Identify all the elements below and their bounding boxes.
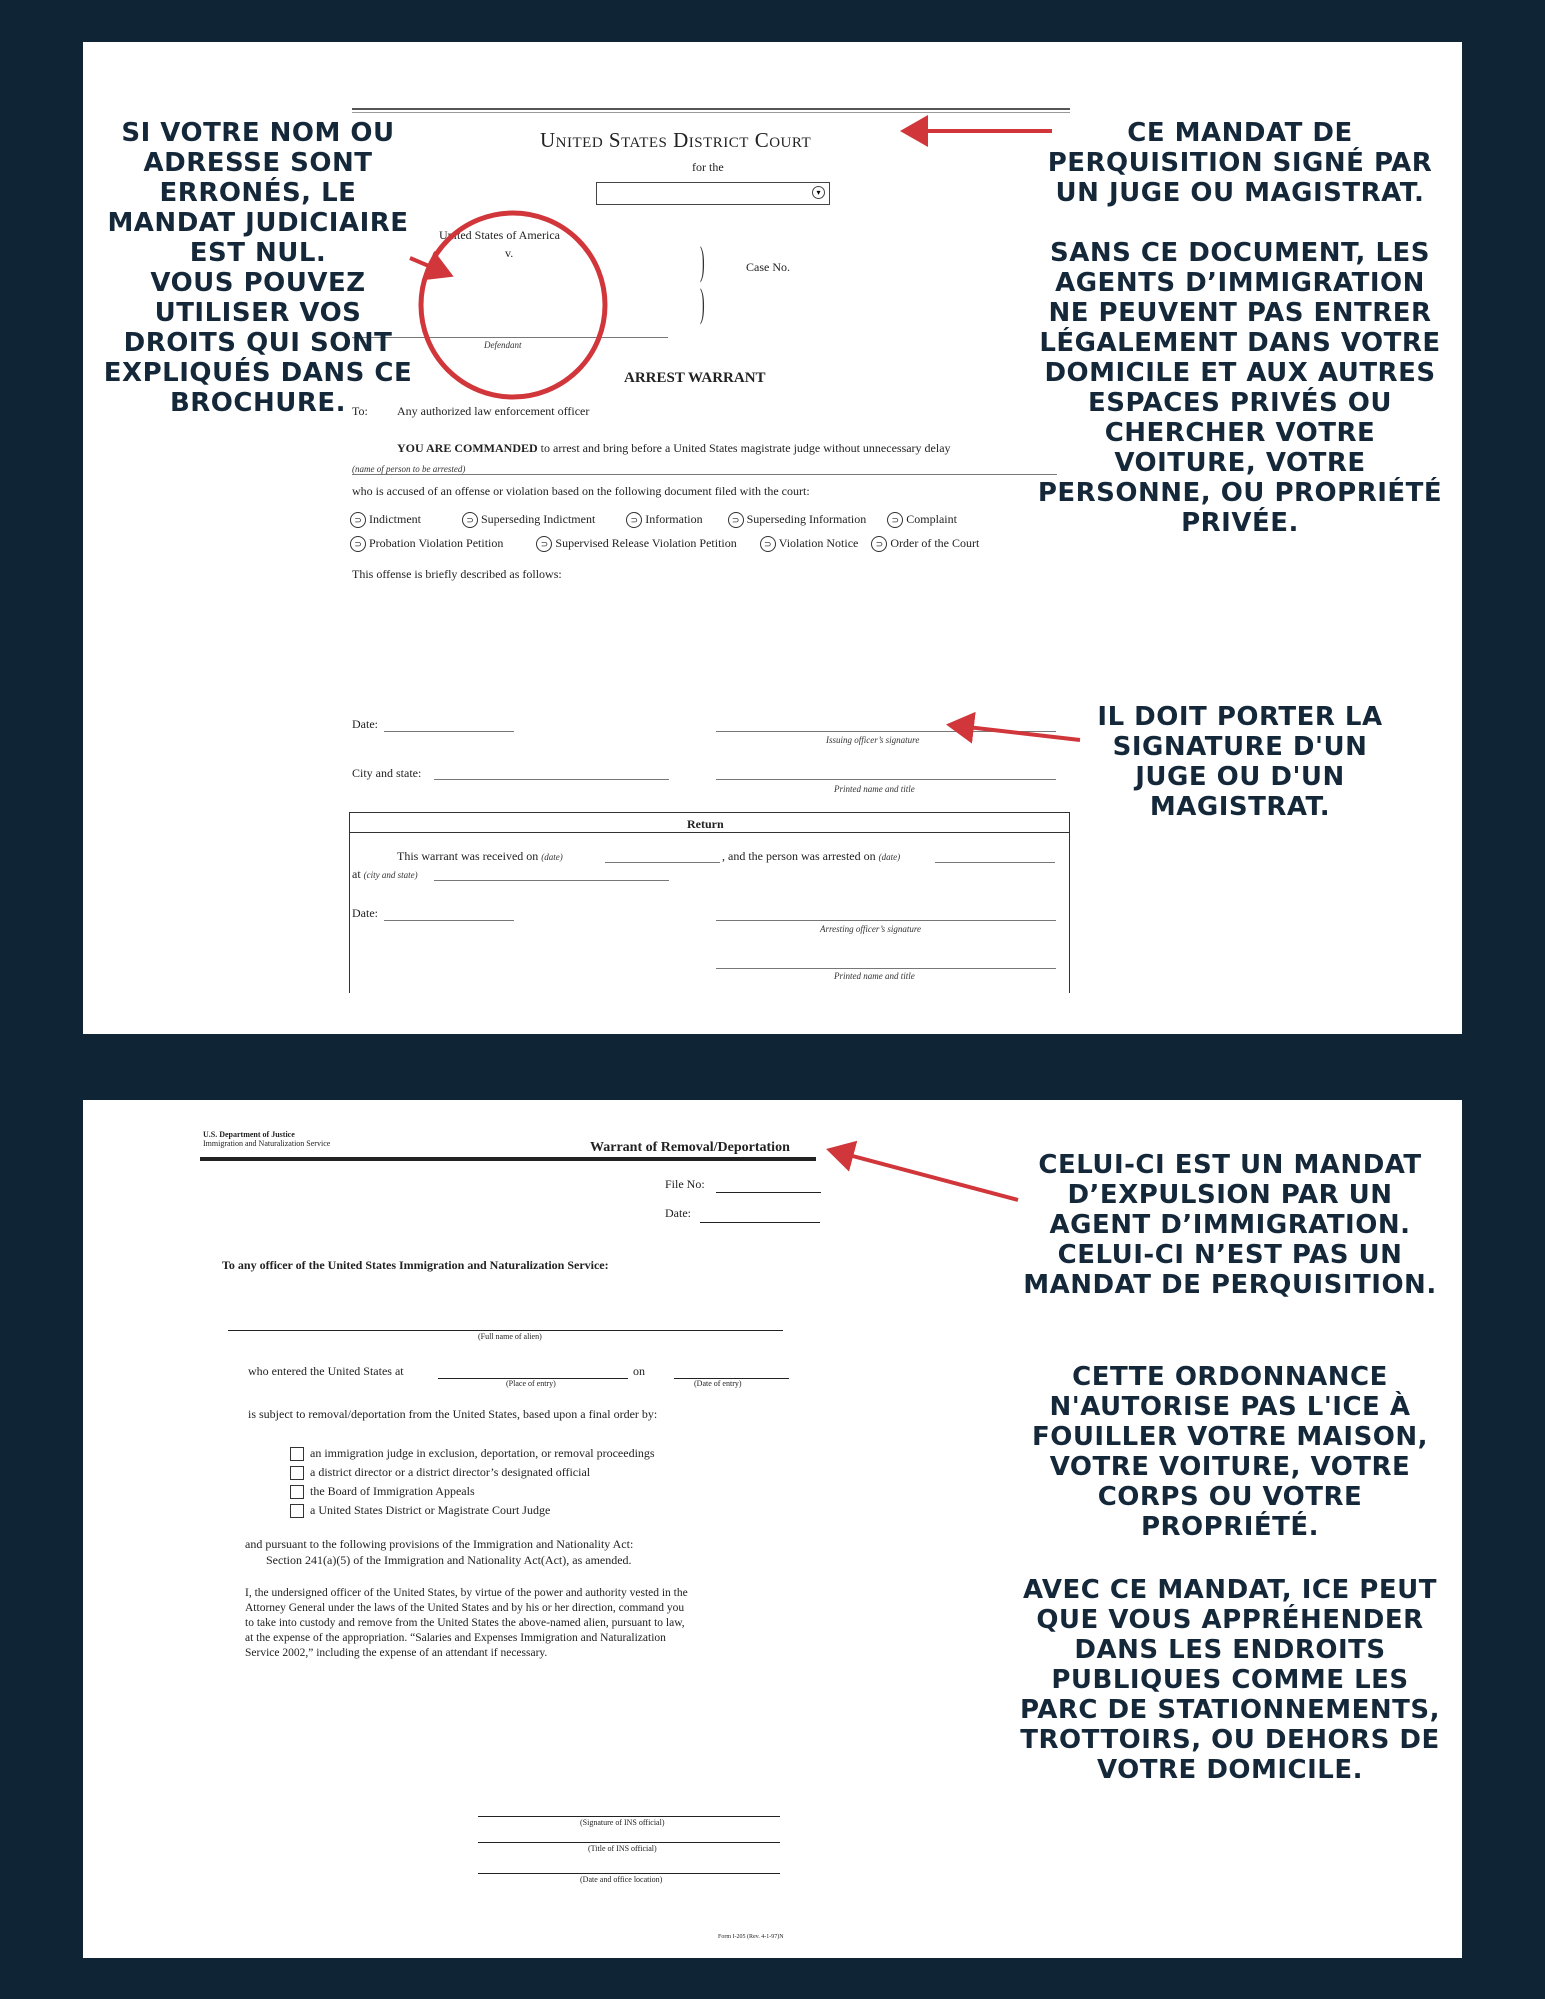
for-the-label: for the — [692, 160, 724, 174]
arrow-signature — [950, 725, 1080, 740]
entered-text: who entered the United States at — [248, 1364, 404, 1378]
check-court-judge: a United States District or Magistrate Court Judge — [310, 1503, 551, 1517]
versus-label: v. — [505, 246, 514, 260]
caption-brackets: ) ) — [700, 238, 705, 325]
pursuant-2: Section 241(a)(5) of the Immigration and Nationality Act(Act), as amended. — [266, 1553, 632, 1567]
note-name-address: SI VOTRE NOM OU ADRESSE SONT ERRONÉS, LE MANDAT JUDICIAIRE EST NUL. VOUS POUVEZ UTILISER VOS DROITS QUI SONT EXPLIQUÉS DANS CE BROCHURE. — [103, 118, 413, 418]
sig-label: (Signature of INS official) — [580, 1818, 665, 1827]
on-text: on — [633, 1364, 645, 1378]
arrested-text: , and the person was arrested on — [722, 849, 876, 863]
radio-icon[interactable]: ⊃ — [871, 536, 887, 552]
printed-name-label: Printed name and title — [834, 784, 915, 794]
radio-icon[interactable]: ⊃ — [350, 536, 366, 552]
to-text: Any authorized law enforcement officer — [397, 404, 590, 418]
commanded-bold: YOU ARE COMMANDED — [397, 441, 538, 455]
service-label: Immigration and Naturalization Service — [203, 1139, 331, 1148]
date-label-removal: Date: — [665, 1206, 691, 1220]
option-indictment: Indictment — [369, 512, 421, 526]
radio-icon[interactable]: ⊃ — [626, 512, 642, 528]
note-signature: IL DOIT PORTER LA SIGNATURE D'UN JUGE OU D'UN MAGISTRAT. — [1097, 702, 1383, 822]
check-board: the Board of Immigration Appeals — [310, 1484, 475, 1498]
arrested-date-hint: (date) — [878, 852, 901, 862]
file-no-label: File No: — [665, 1177, 705, 1191]
radio-icon[interactable]: ⊃ — [462, 512, 478, 528]
offense-text: This offense is briefly described as follows: — [352, 567, 562, 581]
title-official-label: (Title of INS official) — [588, 1844, 657, 1853]
received-text: This warrant was received on — [397, 849, 539, 863]
option-probation: Probation Violation Petition — [369, 536, 504, 550]
chevron-down-icon: ▾ — [812, 186, 825, 199]
at-text: at — [352, 867, 361, 881]
pursuant-1: and pursuant to the following provisions of the Immigration and Nationality Act: — [245, 1537, 634, 1551]
arresting-sig-label: Arresting officer’s signature — [820, 924, 921, 934]
place-label: (Place of entry) — [506, 1379, 556, 1388]
radio-icon[interactable]: ⊃ — [728, 512, 744, 528]
option-superseding-indictment: Superseding Indictment — [480, 512, 596, 526]
return-title: Return — [687, 817, 724, 831]
court-name: United States District Court — [540, 128, 812, 152]
option-supervised-release: Supervised Release Violation Petition — [555, 536, 737, 550]
to-officer-text: To any officer of the United States Immigration and Naturalization Service: — [222, 1258, 609, 1272]
dept-label: U.S. Department of Justice — [203, 1130, 295, 1139]
date-label: Date: — [352, 717, 378, 731]
return-date-label: Date: — [352, 906, 378, 920]
authority-paragraph: I, the undersigned officer of the United States, by virtue of the power and authority vested in the Attorney General under the laws of the United States and by his or her direction, command you to take into custody and remove from the United States the above-named alien, pursuant to law, at the expense of the appropriation. “Salaries and Expenses Immigration and Naturalization Service 2002,” including the expense of an attendant if necessary. — [245, 1587, 688, 1659]
option-superseding-information: Superseding Information — [746, 512, 867, 526]
radio-icon[interactable]: ⊃ — [887, 512, 903, 528]
city-label: City and state: — [352, 766, 422, 780]
date-office-label: (Date and office location) — [580, 1875, 663, 1884]
subject-text: is subject to removal/deportation from the United States, based upon a final order by: — [248, 1407, 658, 1421]
check-district-director: a district director or a district director’s designated official — [310, 1465, 591, 1479]
note-public-places: AVEC CE MANDAT, ICE PEUT QUE VOUS APPRÉHENDER DANS LES ENDROITS PUBLIQUES COMME LES PARC DE STATIONNEMENTS, TROTTOIRS, OU DEHORS DE VOTRE DOMICILE. — [1020, 1575, 1440, 1785]
arrow-removal — [830, 1150, 1018, 1200]
removal-title: Warrant of Removal/Deportation — [590, 1140, 790, 1155]
name-label: (name of person to be arrested) — [352, 464, 466, 474]
accused-text: who is accused of an offense or violation based on the following document filed with the court: — [352, 484, 810, 498]
check-immigration-judge: an immigration judge in exclusion, deportation, or removal proceedings — [310, 1446, 655, 1460]
note-removal: CELUI-CI EST UN MANDAT D’EXPULSION PAR UN AGENT D’IMMIGRATION. CELUI-CI N’EST PAS UN MANDAT DE PERQUISITION. — [1023, 1150, 1437, 1300]
issuing-sig-label: Issuing officer’s signature — [826, 735, 920, 745]
option-order-of-court: Order of the Court — [890, 536, 980, 550]
option-violation-notice: Violation Notice — [778, 536, 859, 550]
highlight-circle — [421, 213, 605, 397]
radio-icon[interactable]: ⊃ — [350, 512, 366, 528]
note-no-search: CETTE ORDONNANCE N'AUTORISE PAS L'ICE À FOUILLER VOTRE MAISON, VOTRE VOITURE, VOTRE CORPS OU VOTRE PROPRIÉTÉ. — [1031, 1362, 1429, 1542]
form-number: Form I-205 (Rev. 4-1-97)N — [718, 1934, 784, 1940]
commanded-rest: to arrest and bring before a United States magistrate judge without unnecessary delay — [540, 441, 951, 455]
option-information: Information — [645, 512, 703, 526]
to-label: To: — [352, 404, 368, 418]
warrant-title: ARREST WARRANT — [624, 370, 766, 386]
radio-icon[interactable]: ⊃ — [536, 536, 552, 552]
radio-icon[interactable]: ⊃ — [760, 536, 776, 552]
defendant-label: Defendant — [484, 340, 522, 350]
printed-name2-label: Printed name and title — [834, 971, 915, 981]
plaintiff-label: United States of America — [439, 228, 560, 242]
date-entry-label: (Date of entry) — [694, 1379, 742, 1388]
received-date-hint: (date) — [541, 852, 563, 862]
option-complaint: Complaint — [906, 512, 957, 526]
note-search-warrant: CE MANDAT DE PERQUISITION SIGNÉ PAR UN JUGE OU MAGISTRAT. SANS CE DOCUMENT, LES AGENTS D’IMMIGRATION NE PEUVENT PAS ENTRER LÉGALEMENT DANS VOTRE DOMICILE ET AUX AUTRES ESPACES PRIVÉS OU CHERCHER VOTRE VOITURE, VOTRE PERSONNE, OU PROPRIÉTÉ PRIVÉE. — [1037, 118, 1443, 538]
full-name-label: (Full name of alien) — [478, 1332, 542, 1341]
case-no-label: Case No. — [746, 260, 790, 274]
at-city-hint: (city and state) — [363, 870, 418, 880]
